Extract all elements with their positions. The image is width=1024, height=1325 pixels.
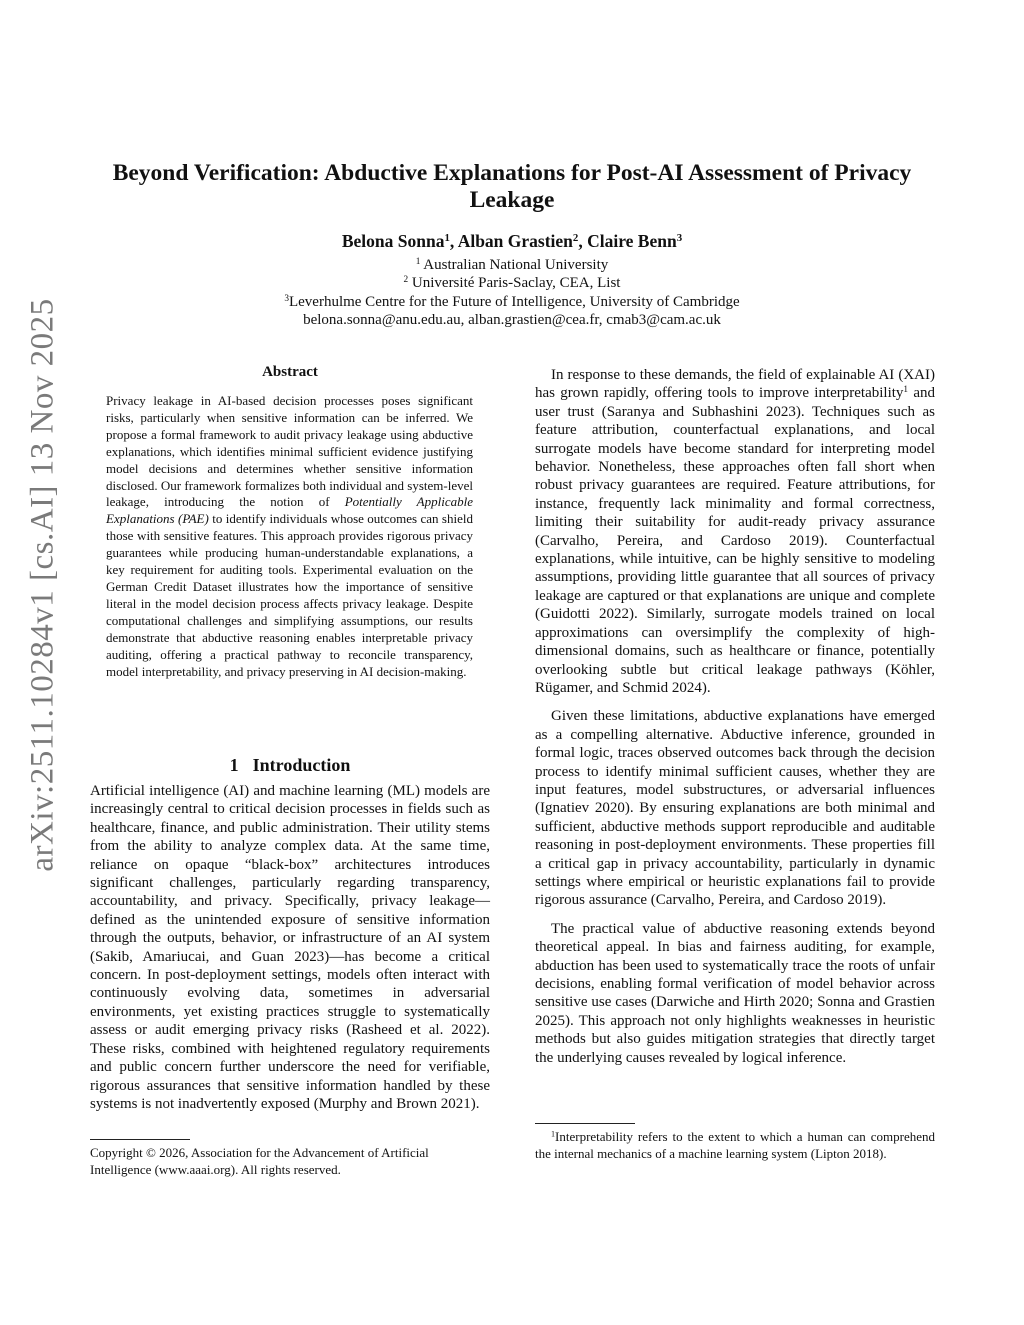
- author-affil-mark: 2: [572, 232, 579, 245]
- affiliation: $^1$ Australian National University: [415, 256, 609, 273]
- footnote-marker: 1: [903, 385, 909, 396]
- affiliations: [100, 256, 924, 329]
- right-column-body: [535, 366, 935, 1077]
- copyright-divider: [90, 1139, 190, 1140]
- author-name: Alban Grastien: [457, 231, 573, 251]
- abstract-text: Privacy leakage in AI-based decision processes poses significant risks, particularly when sensitive information can be inferred. We propose a formal framework to audit privacy leakage using abductive explanations, which identifies minimal sufficient evidence justifying model decisions and determines whether sensitive information disclosed. Our framework formalizes both individual and system-level leakage, introducing the notion of Potentially Applicable Explanations (PAE) to identify individuals whose outcomes can shield those with sensitive features. This approach provides rigorous privacy guarantees while producing human-understandable explanations, a key requirement for auditing tools. Experimental evaluation on the German Credit Dataset illustrates how the importance of sensitive literal in the model decision process affects privacy leakage. Despite computational challenges and simplifying assumptions, our results demonstrate that abductive reasoning enables interpretable privacy auditing, offering a practical pathway to reconcile transparency, model interpretability, and privacy preserving in AI decision-making.: [106, 393, 474, 679]
- copyright-notice: Copyright © 2026, Association for the Advancement of Artificial Intelligence (www.aaai.org). All rights reserved.: [90, 1145, 429, 1177]
- arxiv-identifier: arXiv:2511.10284v1 [cs.AI] 13 Nov 2025: [24, 298, 61, 872]
- author-emails: belona.sonna@anu.edu.au, alban.grastien@cea.fr, cmab3@cam.ac.uk: [303, 311, 721, 328]
- paragraph: In response to these demands, the field of explainable AI (XAI) has grown rapidly, offering tools to improve interpretability$^1$ and user trust (Saranya and Subhashini 2023). Techniques such as feature attribution, counterfactual explanations, and local surrogate models have become standard for interpreting model behavior. Nonetheless, these approaches often fall short when robust privacy guarantees are required. Feature attributions, for instance, frequently lack minimality and formal correctness, limiting their suitability for audit-ready privacy assurance (Carvalho, Pereira, and Cardoso 2019). Counterfactual explanations, while intuitive, can be highly sensitive to modeling assumptions, providing little guarantee that all sources of privacy leakage are captured or that explanations are unique and complete (Guidotti 2022). Similarly, surrogate models trained on local approximations can oversimplify the complexity of high-dimensional domains, such as healthcare or finance, potentially overlooking subtle but critical leakage pathways (Köhler, Rügamer, and Schmid 2024).: [535, 367, 935, 696]
- affiliation: $^3$Leverhulme Centre for the Future of Intelligence, University of Cambridge: [284, 293, 740, 310]
- paper-title: Beyond Verification: Abductive Explanations for Post-AI Assessment of Privacy Leakage: [112, 160, 912, 213]
- paragraph: Given these limitations, abductive explanations have emerged as a compelling alternative. Abductive inference, grounded in formal logic, traces observed outcomes back through the decision process to identify minimal sufficient causes, whether they are input features, model substructures, or adversarial influences (Ignatiev 2020). By ensuring explanations are both minimal and sufficient, abductive methods support reproducible and auditable reasoning in post-deployment environments. These properties fill a critical gap in privacy accountability, particularly in dynamic settings where empirical or heuristic explanations fail to provide rigorous assurance (Carvalho, Pereira, and Cardoso 2019).: [535, 708, 935, 909]
- abstract-emphasis: Potentially Applicable Explanations (PAE): [106, 494, 474, 527]
- author-list: Belona Sonna$^1$, Alban Grastien$^2$, Claire Benn$^3$: [341, 231, 683, 251]
- section-heading: [90, 755, 490, 776]
- section-title: Introduction: [252, 755, 351, 775]
- section-number: 1: [229, 755, 239, 775]
- author-name: Claire Benn: [587, 231, 677, 251]
- author-affil-mark: 1: [444, 232, 450, 245]
- paragraph: The practical value of abductive reasoning extends beyond theoretical appeal. In bias and fairness auditing, for example, abduction has been used to systematically trace the roots of unfair decisions, enabling formal verification of model behavior across sensitive use cases (Darwiche and Hirth 2020; Sonna and Grastien 2025). This approach not only highlights weaknesses in heuristic methods but also guides mitigation strategies that directly target the underlying causes revealed by logical inference.: [535, 920, 935, 1066]
- footnote-divider: [535, 1123, 635, 1124]
- affiliation: $^2$ Université Paris-Saclay, CEA, List: [403, 275, 621, 292]
- author-name: Belona Sonna: [341, 231, 445, 251]
- author-affil-mark: 3: [676, 232, 683, 245]
- footnote: $^1$Interpretability refers to the extent to which a human can comprehend the internal mechanics of a machine learning system (Lipton 2018).: [535, 1129, 935, 1161]
- left-column-body: [90, 782, 490, 1123]
- paragraph: Artificial intelligence (AI) and machine learning (ML) models are increasingly central to critical decision processes in fields such as healthcare, finance, and public administration. Their utility stems from the ability to analyze complex data. At the same time, reliance on opaque “black-box” architectures introduces significant challenges, particularly regarding transparency, accountability, and privacy. Specifically, privacy leakage—defined as the unintended exposure of sensitive information through the outputs, behavior, or infrastructure of an AI system (Sakib, Amariucai, and Guan 2023)—has become a critical concern. In post-deployment settings, models often interact with continuously evolving data, sometimes in adversarial environments, yet existing practices struggle to systematically assess or audit emerging privacy risks (Rasheed et al. 2022). These risks, combined with heightened regulatory requirements and public concern further underscore the need for verifiable, rigorous assurances that sensitive information handled by these systems is not inadvertently exposed (Murphy and Brown 2021).: [90, 783, 490, 1112]
- abstract-heading: Abstract: [262, 364, 318, 380]
